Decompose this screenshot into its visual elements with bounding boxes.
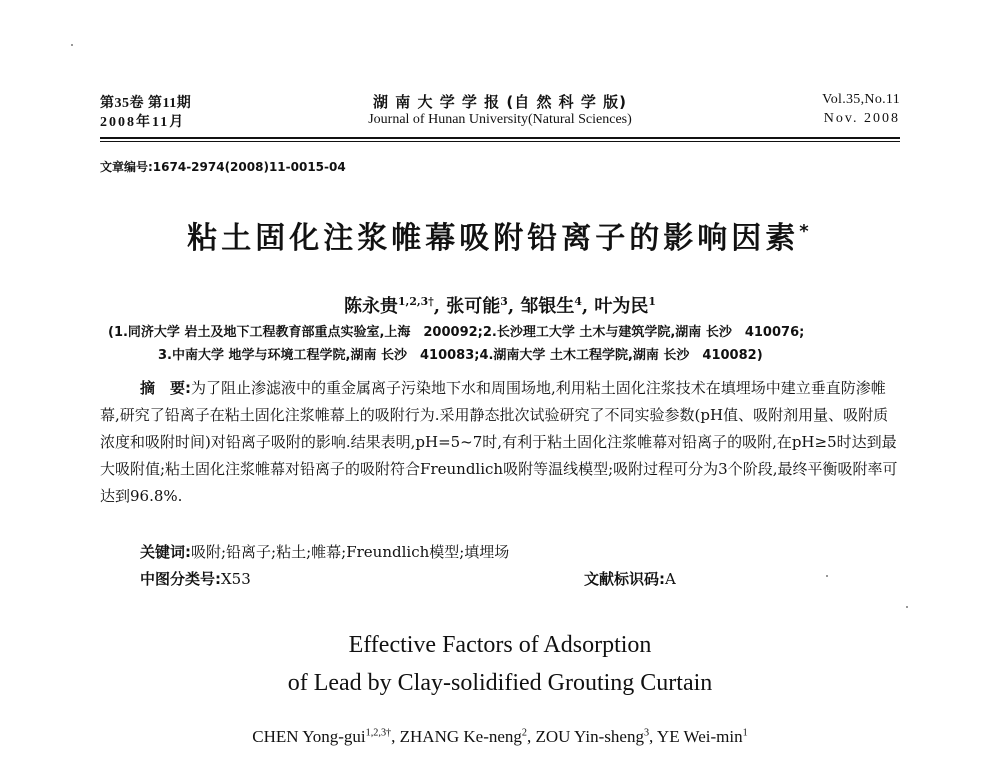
authors-zh	[0, 292, 1000, 318]
classification-value: X53	[221, 570, 251, 588]
doc-code	[584, 568, 676, 589]
abstract	[100, 375, 900, 510]
author-en: ZOU Yin-sheng	[535, 727, 644, 746]
author-sep: ,	[433, 296, 447, 317]
title-zh	[0, 213, 1000, 257]
journal-name-en: Journal of Hunan University(Natural Sciences)	[368, 112, 632, 127]
affiliations-line1: (1.同济大学 岩土及地下工程教育部重点实验室,上海 200092;2.长沙理工大学 土木与建筑学院,湖南 长沙 410076;	[108, 325, 805, 340]
author-sup: 3	[500, 295, 508, 308]
author-sup: 1,2,3†	[365, 727, 392, 739]
author-en: CHEN Yong-gui	[252, 727, 366, 746]
author-zh: 陈永贵	[344, 296, 399, 317]
header-rule-thin	[100, 141, 900, 142]
author-sup: 1,2,3†	[398, 295, 434, 308]
title-en-line2: of Lead by Clay-solidified Grouting Curtain	[287, 670, 713, 696]
author-sep: ,	[527, 727, 536, 746]
article-id: 文章编号:1674-2974(2008)11-0015-04	[100, 160, 346, 174]
author-zh: 张可能	[446, 296, 501, 317]
title-zh-text: 粘土固化注浆帷幕吸附铅离子的影响因素	[187, 221, 800, 256]
author-zh: 叶为民	[594, 296, 649, 317]
journal-name-zh: 湖 南 大 学 学 报 (自 然 科 学 版)	[373, 93, 627, 111]
title-en-line1: Effective Factors of Adsorption	[348, 632, 652, 658]
author-sup: 1	[742, 727, 748, 739]
scan-speck	[826, 575, 828, 577]
author-sep: ,	[507, 296, 521, 317]
header-rule	[100, 137, 900, 139]
author-sup: 3	[643, 727, 650, 739]
author-sup: 2	[521, 727, 527, 739]
author-zh: 邹银生	[520, 296, 575, 317]
author-sep: ,	[581, 296, 595, 317]
doc-code-label: 文献标识码:	[584, 570, 665, 588]
abstract-text: 为了阻止渗滤液中的重金属离子污染地下水和周围场地,利用粘土固化注浆技术在填埋场中建立垂直防渗帷幕,研究了铅离子在粘土固化注浆帷幕上的吸附行为.采用静态批次试验研究了不同实验参数(pH值、吸附剂用量、吸附质浓度和吸附时间)对铅离子吸附的影响.结果表明,pH=5~7时,有利于粘土固化注浆帷幕对铅离子的吸附,在pH≥5时达到最大吸附值;粘土固化注浆帷幕对铅离子的吸附符合Freundlich吸附等温线模型;吸附过程可分为3个阶段,最终平衡吸附率可达到96.8%.	[100, 379, 898, 505]
author-en: YE Wei-min	[656, 727, 743, 746]
volume-issue: 第35卷 第11期	[100, 96, 192, 111]
author-sup: 1	[648, 295, 656, 308]
title-footnote-mark: *	[799, 221, 813, 242]
volume-number-en: Vol.35,No.11	[822, 92, 900, 107]
author-en: ZHANG Ke-neng	[399, 727, 522, 746]
classification	[140, 568, 251, 589]
scan-speck	[71, 44, 73, 46]
keywords-label: 关键词:	[140, 543, 191, 561]
keywords-text: 吸附;铅离子;粘土;帷幕;Freundlich模型;填埋场	[191, 543, 510, 561]
author-sep: ,	[649, 727, 657, 746]
doc-code-value: A	[665, 570, 676, 588]
author-sep: ,	[391, 727, 400, 746]
classification-label: 中图分类号:	[140, 570, 221, 588]
keywords	[140, 541, 509, 562]
authors-en	[0, 727, 1000, 747]
author-sup: 4	[574, 295, 582, 308]
abstract-label: 摘 要:	[140, 379, 191, 397]
scan-speck	[906, 606, 908, 608]
issue-date: 2008年11月	[100, 115, 186, 130]
affiliations-line2: 3.中南大学 地学与环境工程学院,湖南 长沙 410083;4.湖南大学 土木工程学院,湖南 长沙 410082)	[158, 348, 763, 363]
date-en: Nov. 2008	[823, 111, 900, 126]
